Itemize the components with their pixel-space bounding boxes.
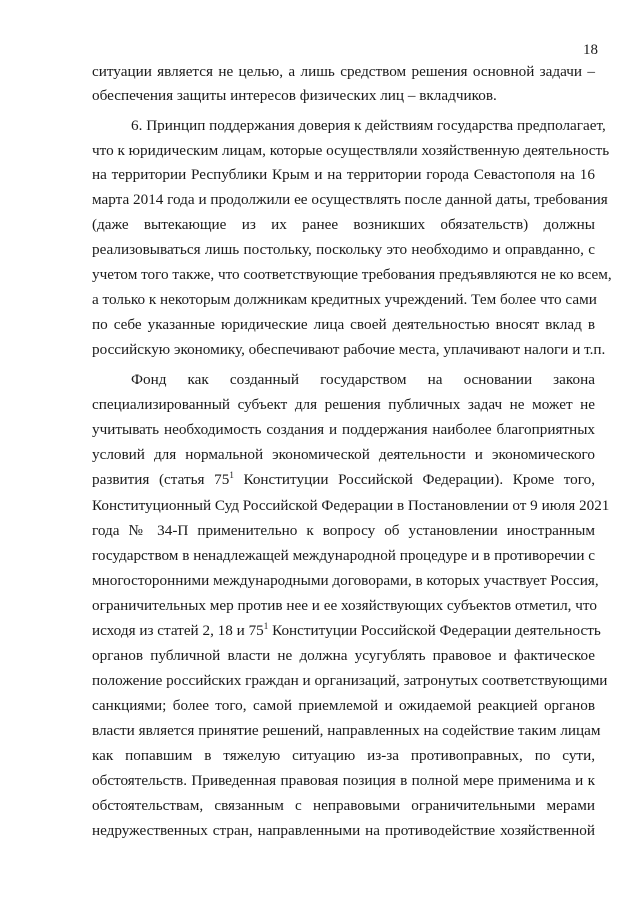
text-line: многосторонними международными договорами, в которых участвует Россия, <box>92 572 599 589</box>
text-line-with-superscript <box>92 470 595 489</box>
text-line: специализированный субъект для решения публичных задач не может не <box>92 396 595 413</box>
text-line: обстоятельствам, связанным с неправовыми ограничительными мерами <box>92 797 595 814</box>
text-line: 6. Принцип поддержания доверия к действиям государства предполагает, <box>131 117 606 134</box>
text-line: ситуации является не целью, а лишь средством решения основной задачи – <box>92 63 595 80</box>
text-line-with-superscript <box>92 621 601 640</box>
text-fragment: исходя из статей 2, 18 и 75 <box>92 622 264 639</box>
page-number: 18 <box>583 42 598 58</box>
text-fragment: развития (статья 75 <box>92 471 230 488</box>
text-line: санкциями; более того, самой приемлемой и ожидаемой реакцией органов <box>92 697 595 714</box>
text-line: учетом того также, что соответствующие требования предъявляются не ко всем, <box>92 266 612 283</box>
text-line: государством в ненадлежащей международной процедуре и в противоречии с <box>92 547 595 564</box>
text-line: ограничительных мер против нее и ее хозяйствующих субъектов отметил, что <box>92 597 597 614</box>
superscript: 1 <box>263 621 269 631</box>
text-line: а только к некоторым должникам кредитных учреждений. Тем более что сами <box>92 291 597 308</box>
text-line: обстоятельств. Приведенная правовая позиция в полной мере применима и к <box>92 772 595 789</box>
text-line: марта 2014 года и продолжили ее осуществлять после данной даты, требования <box>92 191 608 208</box>
text-line: власти является принятие решений, направленных на содействие таким лицам <box>92 722 601 739</box>
text-fragment: Конституции Российской Федерации). Кроме того, <box>233 471 596 488</box>
text-line: как попавшим в тяжелую ситуацию из-за противоправных, по сути, <box>92 747 595 764</box>
text-line: по себе указанные юридические лица своей деятельностью вносят вклад в <box>92 316 595 333</box>
text-line: Фонд как созданный государством на основании закона <box>131 371 595 388</box>
text-line: реализовываться лишь постольку, поскольку это необходимо и оправданно, с <box>92 241 595 258</box>
text-line: (даже вытекающие из их ранее возникших обязательств) должны <box>92 216 595 233</box>
text-line: положение российских граждан и организаций, затронутых соответствующими <box>92 672 608 689</box>
text-line: условий для нормальной экономической деятельности и экономического <box>92 446 595 463</box>
text-line: органов публичной власти не должна усугублять правовое и фактическое <box>92 647 595 664</box>
text-line: российскую экономику, обеспечивают рабочие места, уплачивают налоги и т.п. <box>92 341 606 358</box>
text-line: недружественных стран, направленными на противодействие хозяйственной <box>92 822 595 839</box>
text-line: учитывать необходимость создания и поддержания наиболее благоприятных <box>92 421 595 438</box>
text-line: что к юридическим лицам, которые осуществляли хозяйственную деятельность <box>92 142 610 159</box>
text-line: Конституционный Суд Российской Федерации в Постановлении от 9 июля 2021 <box>92 497 610 514</box>
text-line: на территории Республики Крым и на территории города Севастополя на 16 <box>92 166 595 183</box>
text-fragment: Конституции Российской Федерации деятельность <box>268 622 601 639</box>
text-line: обеспечения защиты интересов физических лиц – вкладчиков. <box>92 87 497 104</box>
superscript: 1 <box>229 470 234 480</box>
text-line: года № 34-П применительно к вопросу об установлении иностранным <box>92 522 595 539</box>
